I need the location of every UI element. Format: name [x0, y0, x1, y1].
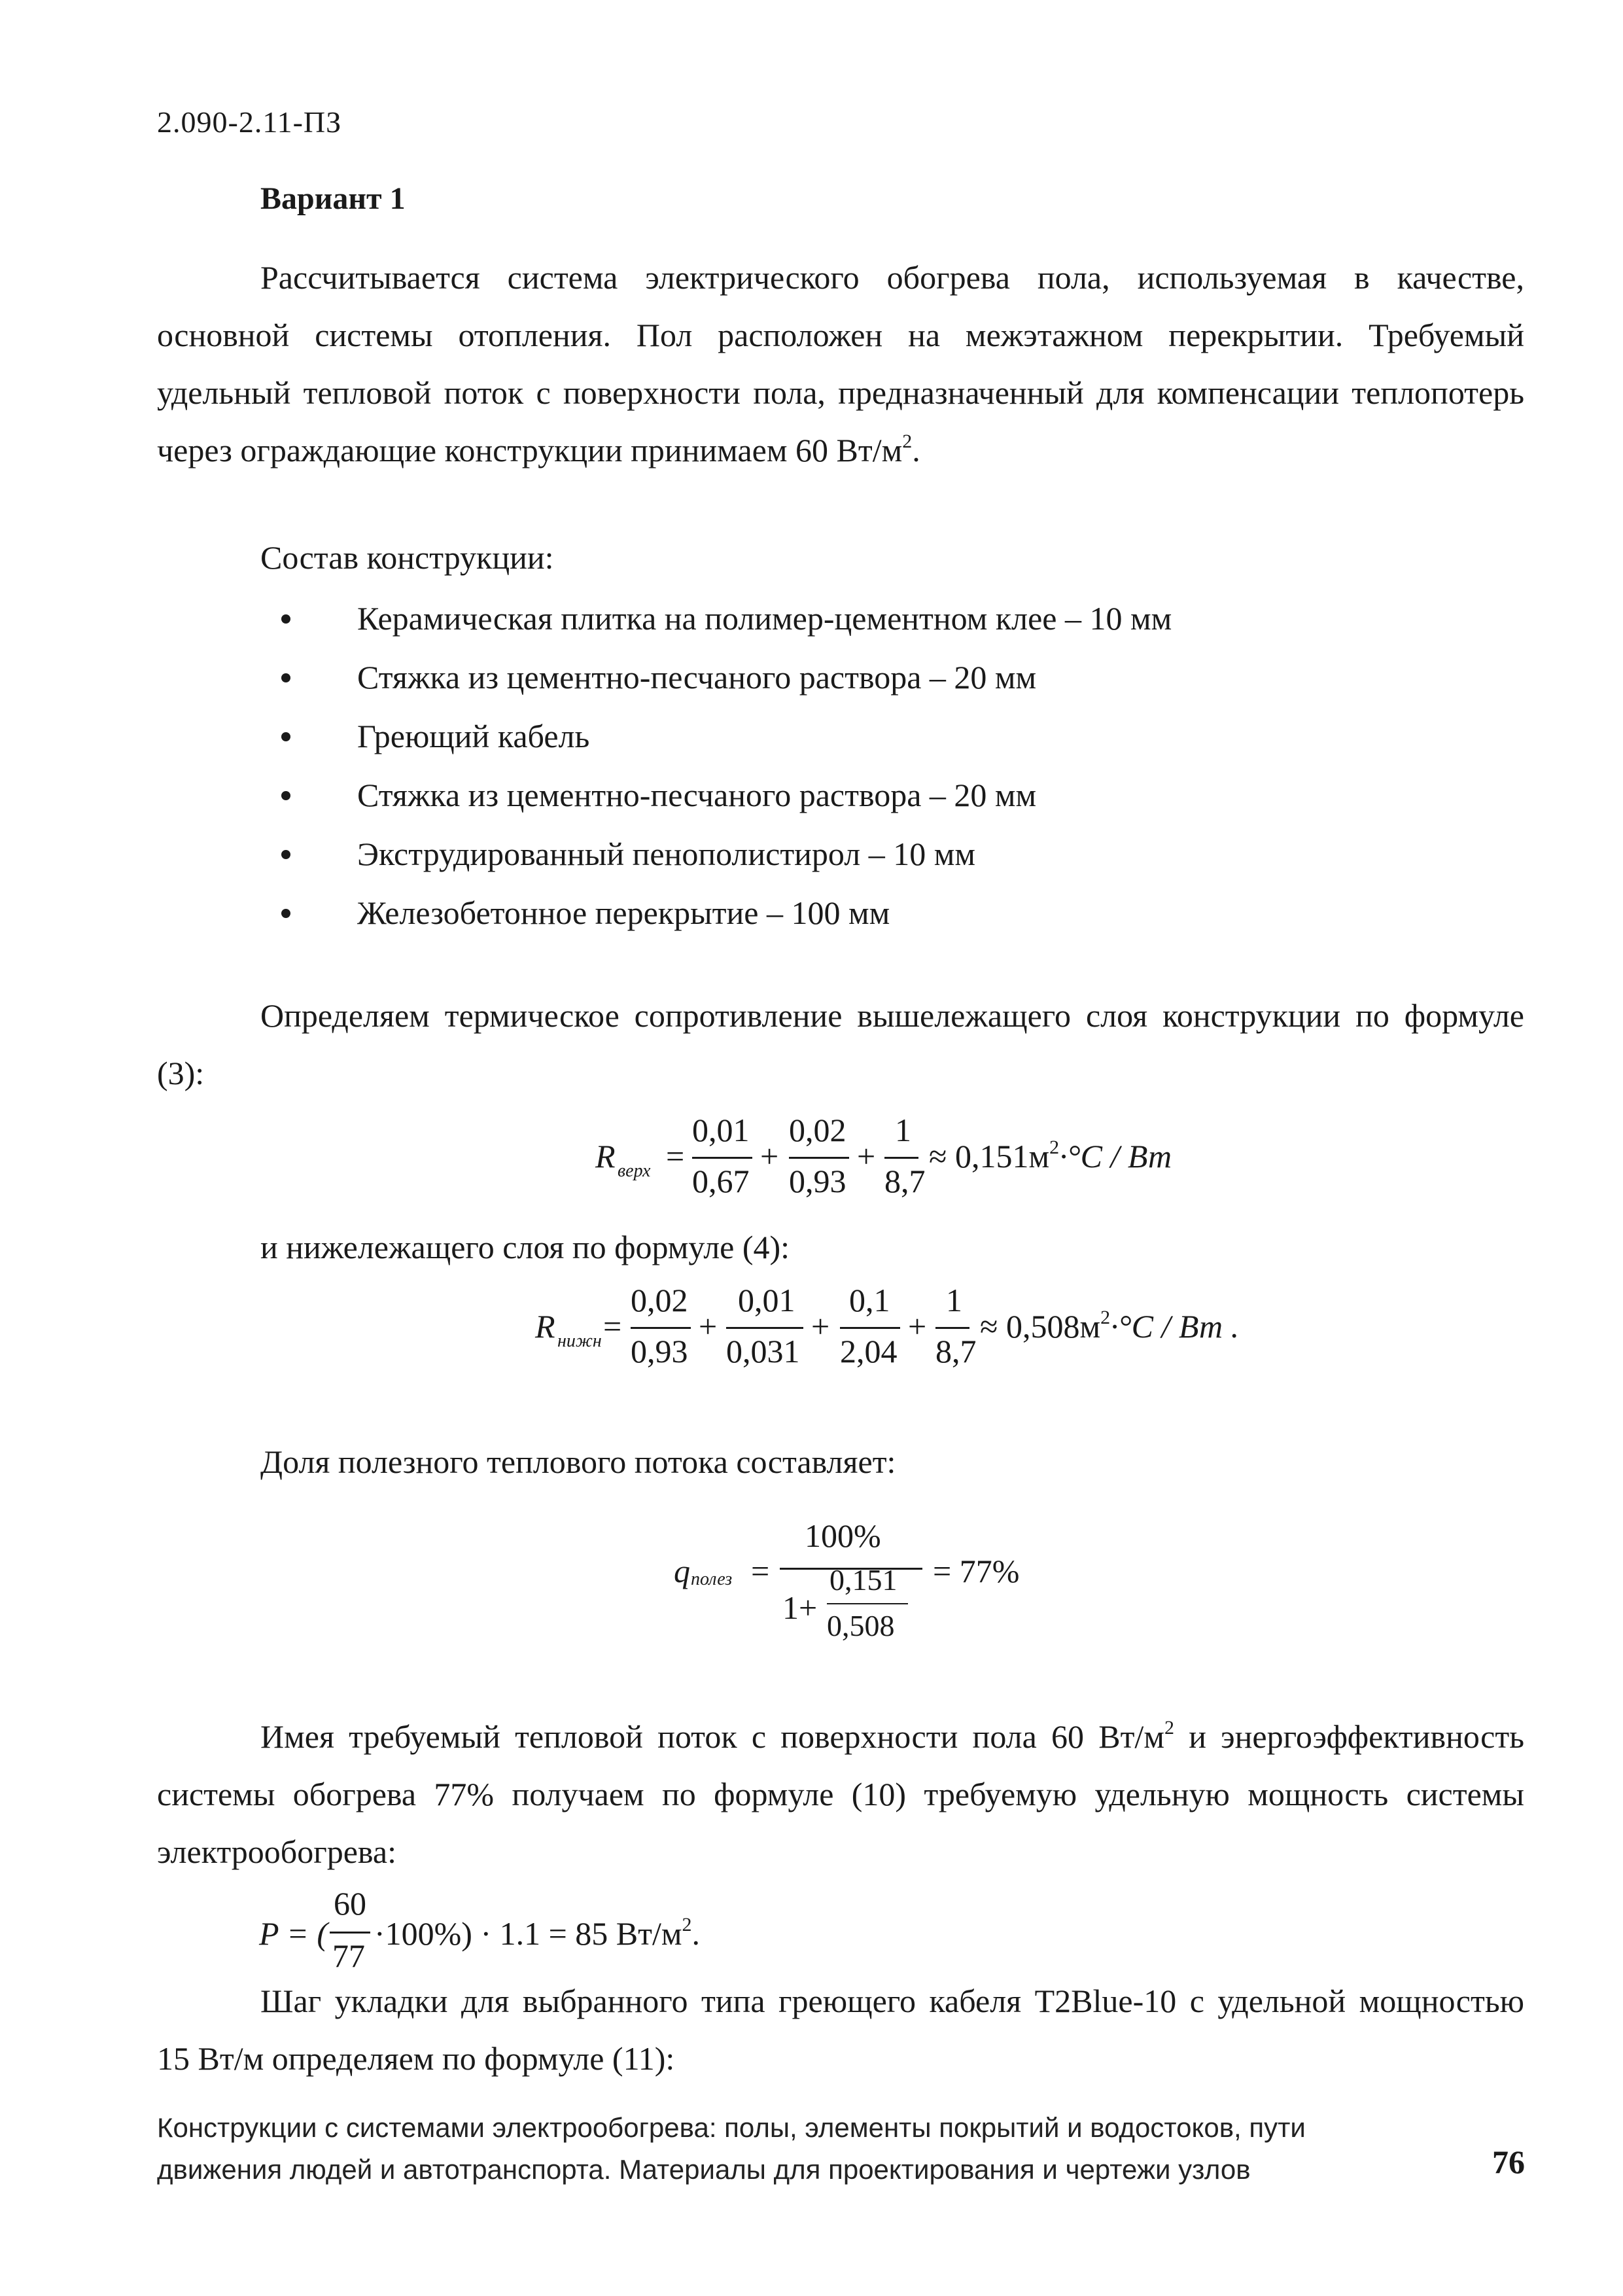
step-paragraph — [157, 1972, 1524, 2087]
section-heading: Вариант 1 — [260, 181, 406, 216]
footer-line-2: движения людей и автотранспорта. Материалы для проектирования и чертежи узлов — [157, 2154, 1251, 2185]
document-code: 2.090-2.11-ПЗ — [157, 105, 342, 139]
fraction-denominator: 2,04 — [840, 1333, 898, 1369]
power-paragraph — [157, 1708, 1524, 1881]
formula-result: = 77% — [933, 1553, 1020, 1589]
fraction-numerator: 0,01 — [692, 1112, 750, 1148]
document-page: 2.090-2.11-ПЗ Вариант 1 Рассчитывается система электрического обогрева пола, используемая в качестве, основной системы отопления. Пол расположен на межэтажном перекрытии. Требуемый удельный тепловой поток с поверхности пола, предназначенный для компенсации теплопотерь через ограждающие конструкции принимаем 60 $Вт/м^2$. Состав конструкции: Керамическая плитка на полимер-цементном клее – 10 мм Стяжка из цементно-песчаного раствора – 20 мм Греющий кабель Стяжка из цементно-песчаного раствора – 20 мм Экструдированный пенополистирол – 10 мм Железобетонное перекрытие – 100 мм Определяем термическое сопротивление вышележащего слоя конструкции по формуле (3): R верх = 0,01 0,67 + 0,02 0,93 + 1 8,7 ≈ $0,151м^2\cdot^\circ C$ / Вт и нижележащего слоя по формуле (4): R нижн = 0,02 0,93 + 0,01 0,031 + 0,1 2,04 + 1 8,7 ≈ $0,508м^2\cdot^\circ C$ / Вт . Доля полезного теплового потока составляет: q полез = 100% 1+ 0,151 0,508 = 77% Имея требуемый тепловой поток с поверхности пола 60 $Вт/м^2$ и энергоэффективность системы обогрева 77% получаем по формуле (10) требуемую удельную мощность системы электрообогрева: P = ( 60 77 ·100%) · 1.1 = 85 $Вт/м^2$. Шаг укладки для выбранного типа греющего кабеля T2Blue-10 с удельной мощностью 15 Вт/м определяем по формуле (11): Конструкции с системами электрообогрева: полы, элементы покрытий и водостоков, пути движения людей и автотранспорта. Материалы для проектирования и чертежи узлов 76 — [0, 0, 1623, 2296]
formula-symbol: q — [674, 1553, 690, 1589]
formula-q-useful: q полез = 100% 1+ 0,151 0,508 = 77% — [674, 1517, 1020, 1642]
fraction-numerator: 1 — [895, 1112, 911, 1148]
fraction-denominator: 8,7 — [935, 1333, 977, 1369]
power-line-3: электрообогрева: — [157, 1833, 396, 1870]
formula-power: P = ( 60 77 ·100%) · 1.1 = 85 $Вт/м^2$. — [259, 1885, 701, 1974]
formula-r-lower: R нижн = 0,02 0,93 + 0,01 0,031 + 0,1 2,04 + 1 8,7 ≈ $0,508м^2\cdot^\circ C$ / Вт . — [535, 1282, 1240, 1369]
useful-intro: Доля полезного теплового потока составляет: — [260, 1443, 896, 1480]
fraction-numerator: 100% — [805, 1517, 881, 1554]
fraction-numerator: 0,02 — [631, 1282, 688, 1318]
formula-symbol: R — [595, 1138, 616, 1174]
fraction-denominator: 0,031 — [726, 1333, 800, 1369]
resistance-paragraph — [157, 987, 1524, 1102]
fraction-denominator: 77 — [332, 1937, 365, 1974]
intro-paragraph — [157, 249, 1524, 479]
lower-intro: и нижележащего слоя по формуле (4): — [260, 1229, 790, 1265]
formula-symbol: R — [535, 1308, 555, 1345]
formula-r-upper: R верх = 0,01 0,67 + 0,02 0,93 + 1 8,7 ≈ $0,151м^2\cdot^\circ C$ / Вт — [595, 1112, 1172, 1199]
fraction-denominator: 0,67 — [692, 1163, 750, 1199]
intro-line-3: удельный тепловой поток с поверхности пола, предназначенный для компенсации теплопотерь — [157, 374, 1524, 411]
intro-line-2: основной системы отопления. Пол расположен на межэтажном перекрытии. Требуемый — [157, 317, 1524, 353]
formula-subscript: верх — [618, 1161, 651, 1181]
footer-line-1: Конструкции с системами электрообогрева: полы, элементы покрытий и водостоков, пути — [157, 2112, 1306, 2143]
intro-line-1: Рассчитывается система электрического обогрева пола, используемая в качестве, — [260, 259, 1524, 296]
fraction-numerator: 0,02 — [789, 1112, 846, 1148]
step-line-2: 15 Вт/м определяем по формуле (11): — [157, 2040, 675, 2077]
formula-lhs: P = ( — [259, 1915, 328, 1952]
bullet-icon — [281, 614, 290, 624]
fraction-numerator: 0,151 — [829, 1563, 898, 1597]
fraction-numerator: 1 — [946, 1282, 962, 1318]
intro-line-4: через ограждающие конструкции принимаем 60 $Вт/м^2$. — [157, 431, 920, 468]
power-line-2: системы обогрева 77% получаем по формуле (10) требуемую удельную мощность системы — [157, 1776, 1524, 1812]
formula-result: ≈ 0,151м — [929, 1138, 1050, 1174]
bullet-icon — [281, 673, 290, 682]
resistance-ref: (3): — [157, 1055, 205, 1091]
fraction-numerator: 0,1 — [849, 1282, 890, 1318]
bullet-icon — [281, 732, 290, 741]
fraction-denominator: 8,7 — [884, 1163, 926, 1199]
bullet-icon — [281, 850, 290, 859]
bullet-icon — [281, 909, 290, 918]
composition-title: Состав конструкции: — [260, 539, 554, 576]
step-line-1: Шаг укладки для выбранного типа греющего кабеля T2Blue-10 с удельной мощностью — [260, 1983, 1524, 2019]
formula-subscript: полез — [691, 1569, 733, 1589]
fraction-denominator: 0,508 — [827, 1609, 895, 1642]
formula-result: ≈ 0,508м — [980, 1308, 1101, 1345]
formula-result: ·100%) · 1.1 = 85 Вт/м — [374, 1915, 682, 1952]
bullet-icon — [281, 791, 290, 800]
resistance-line-1: Определяем термическое сопротивление вышележащего слоя конструкции по формуле — [260, 997, 1524, 1034]
fraction-numerator: 60 — [334, 1885, 366, 1922]
fraction-denominator: 0,93 — [631, 1333, 688, 1369]
denominator-prefix: 1+ — [782, 1589, 818, 1626]
power-line-1: Имея требуемый тепловой поток с поверхности пола 60 $Вт/м^2$ и энергоэффективность — [260, 1717, 1525, 1755]
fraction-denominator: 0,93 — [789, 1163, 846, 1199]
page-number: 76 — [1492, 2144, 1525, 2180]
footer-caption — [157, 2107, 1306, 2191]
fraction-numerator: 0,01 — [738, 1282, 795, 1318]
formula-subscript: нижн — [557, 1331, 602, 1351]
